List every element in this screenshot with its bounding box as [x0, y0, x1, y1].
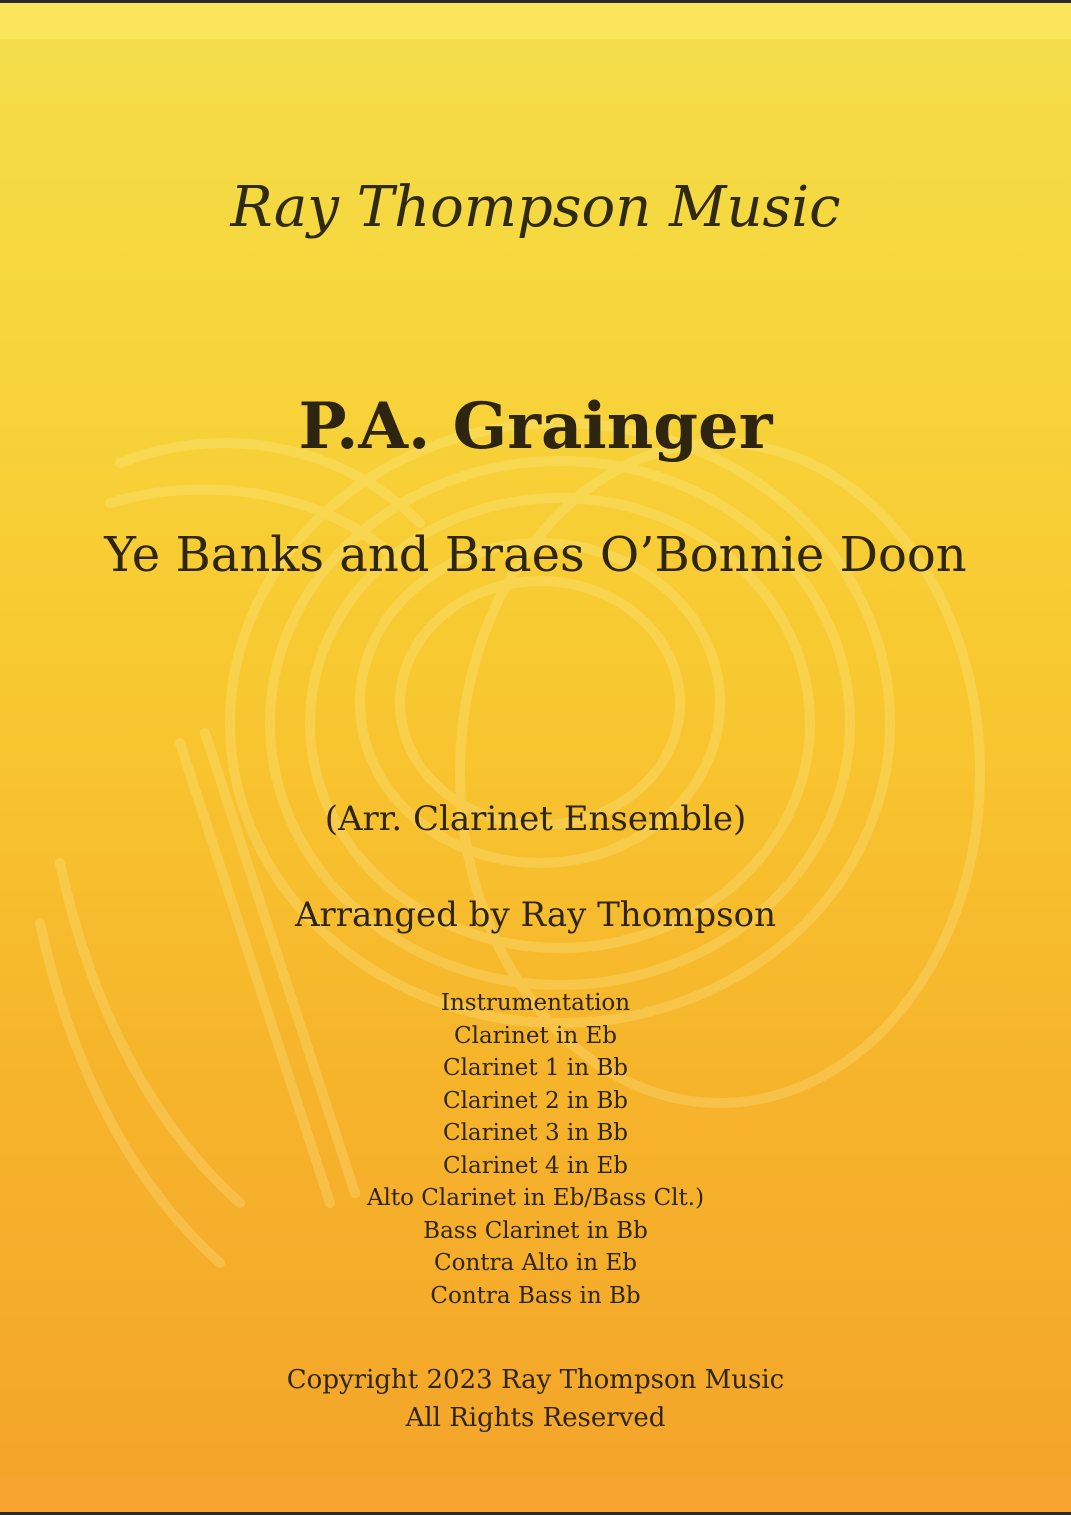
- instrument-item: Bass Clarinet in Bb: [423, 1217, 648, 1244]
- arrangement-type: (Arr. Clarinet Ensemble): [324, 799, 747, 839]
- instrumentation-heading: Instrumentation: [440, 990, 631, 1016]
- copyright-notice: [0, 1361, 1071, 1437]
- piece-title: Ye Banks and Braes O’Bonnie Doon: [104, 527, 967, 583]
- arranger-credit: Arranged by Ray Thompson: [295, 895, 776, 935]
- composer-name: P.A. Grainger: [298, 389, 773, 464]
- top-band: [0, 3, 1071, 39]
- rights-line: All Rights Reserved: [405, 1403, 666, 1433]
- instrument-item: Contra Alto in Eb: [434, 1250, 637, 1276]
- instrument-item: Contra Bass in Bb: [430, 1282, 641, 1309]
- instrument-item: Clarinet 3 in Bb: [442, 1120, 629, 1146]
- instrument-item: Clarinet 4 in Eb: [443, 1152, 628, 1179]
- copyright-line: Copyright 2023 Ray Thompson Music: [286, 1365, 785, 1395]
- instrument-item: Alto Clarinet in Eb/Bass Clt.): [366, 1185, 705, 1211]
- instrumentation-list: [0, 987, 1071, 1312]
- instrument-item: Clarinet 2 in Bb: [442, 1087, 629, 1114]
- bottom-band: [0, 1476, 1071, 1512]
- publisher-name: Ray Thompson Music: [230, 175, 841, 240]
- instrument-item: Clarinet 1 in Bb: [442, 1055, 629, 1081]
- instrument-item: Clarinet in Eb: [454, 1022, 617, 1049]
